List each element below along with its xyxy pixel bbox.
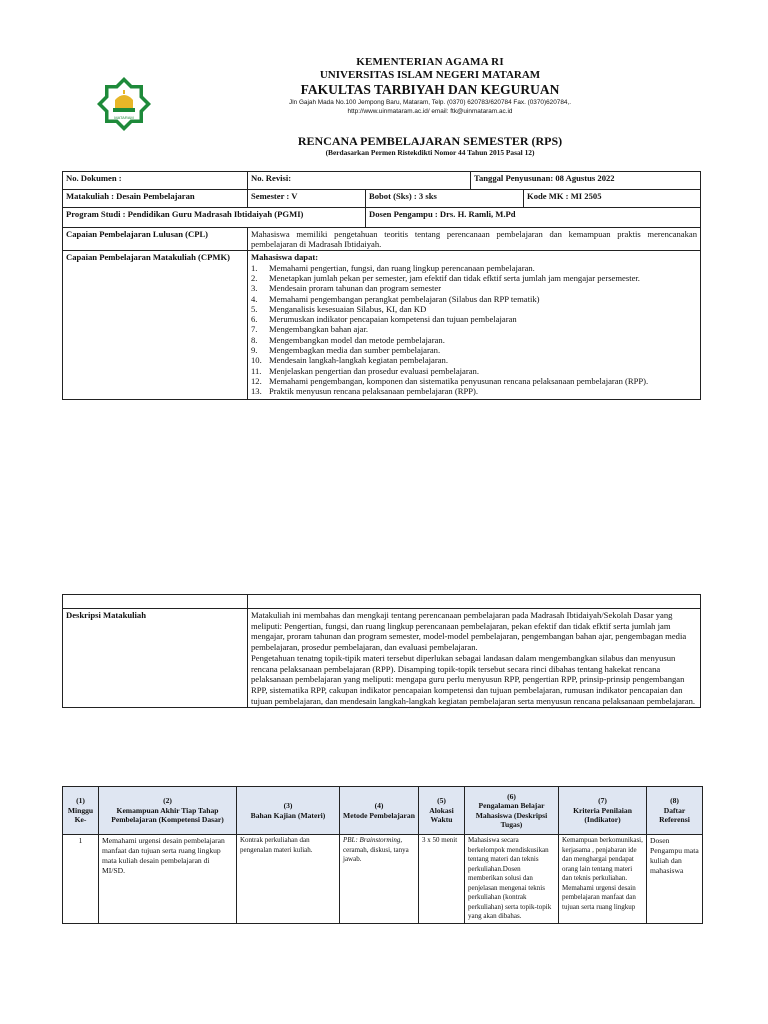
cpmk-item-text: Menetapkan jumlah pekan per semester, jam efektif dan tidak efktif serta jumlah jam mengajar persemester. [269, 272, 640, 283]
bahan-cell: Kontrak perkuliahan dan pengenalan materi kuliah. [237, 835, 340, 924]
tanggal-cell: Tanggal Penyusunan: 08 Agustus 2022 [471, 172, 701, 190]
cpmk-item-text: Praktik menyusun rencana pelaksanaan pembelajaran (RPP). [269, 386, 479, 397]
cpmk-item-text: Mendesain proram tahunan dan program semester [269, 283, 442, 294]
cpmk-item [251, 294, 697, 304]
empty-cell [248, 595, 701, 609]
cpmk-item-text: Mengembagkan media dan sumber pembelajaran. [269, 344, 441, 355]
plan-column-header [63, 787, 99, 835]
bobot-cell: Bobot (Sks) : 3 sks [366, 190, 524, 208]
plan-header-row [63, 787, 703, 835]
cpmk-item-number: 13. [251, 386, 262, 397]
column-label: Bahan Kajian (Materi) [250, 810, 326, 820]
no-revisi-cell: No. Revisi: [248, 172, 471, 190]
column-label: Metode Pembelajaran [343, 810, 415, 820]
uin-mataram-logo [88, 76, 160, 132]
university-name: UNIVERSITAS ISLAM NEGERI MATARAM [319, 69, 541, 81]
column-number: (6) [507, 791, 516, 801]
table-row [63, 609, 701, 708]
column-number: (4) [374, 801, 384, 811]
cpmk-item-number: 6. [251, 314, 258, 325]
empty-cell [63, 595, 248, 609]
minggu-cell: 1 [63, 835, 99, 924]
description-table [62, 594, 701, 708]
prodi-cell: Program Studi : Pendidikan Guru Madrasah Ibtidaiyah (PGMI) [63, 208, 366, 228]
cpmk-item [251, 283, 697, 293]
waktu-cell: 3 x 50 menit [419, 835, 465, 924]
plan-column-header [99, 787, 237, 835]
cpmk-item-number: 4. [251, 293, 258, 304]
column-label: Kriteria Penilaian (Indikator) [573, 805, 632, 825]
document-title [180, 134, 680, 158]
metode-rest: ceramah, diskusi, tanya jawab. [343, 845, 409, 863]
metode-cell [340, 835, 419, 924]
rps-title-sub: (Berdasarkan Permen Ristekdikti Nomor 44 Tahun 2015 Pasal 12) [325, 148, 535, 157]
table-row [63, 172, 701, 190]
column-label: Kemampuan Akhir Tiap Tahap Pembelajaran (Kompetensi Dasar) [111, 805, 224, 825]
faculty-name: FAKULTAS TARBIYAH DAN KEGURUAN [300, 82, 560, 97]
plan-column-header [465, 787, 559, 835]
column-number: (8) [670, 796, 679, 806]
kode-mk-cell: Kode MK : MI 2505 [524, 190, 701, 208]
referensi-cell: Dosen Pengampu mata kuliah dan mahasiswa [647, 835, 703, 924]
cpmk-item-number: 12. [251, 375, 262, 386]
cpmk-heading: Mahasiswa dapat: [251, 252, 319, 263]
column-number: (2) [163, 796, 172, 806]
column-label: Minggu Ke- [67, 805, 94, 825]
cpmk-item-text: Merumuskan indikator pencapaian kompetensi dan tujuan pembelajaran [269, 314, 517, 325]
cpmk-item-text: Memahami pengembangan perangkat pembelajaran (Silabus dan RPP tematik) [269, 293, 540, 304]
cpmk-item-number: 1. [251, 262, 258, 273]
cpmk-item-text: Memahami pengembangan, komponen dan sistematika penyusunan rencana pelaksanaan pembelajaran (RPP). [269, 375, 649, 386]
kriteria-cell: Kemampuan berkomunikasi, kerjasama , penjabaran ide dan menghargai pendapat orang lain tentang materi dan teknis perkuliahan. Memahami urgensi desain pembelajaran manfaat dan tujuan serta ruang lingkup [559, 835, 647, 924]
column-number: (5) [437, 796, 446, 806]
cpmk-item [251, 314, 697, 324]
metode-pbl: PBL: Brainstorming, [343, 836, 403, 844]
cpmk-item [251, 386, 697, 396]
table-row [63, 835, 703, 924]
deskripsi-content [248, 609, 701, 708]
cpmk-item-number: 8. [251, 334, 258, 345]
svg-text:MATARAM: MATARAM [114, 115, 134, 120]
no-dokumen-cell: No. Dokumen : [63, 172, 248, 190]
matakuliah-cell: Matakuliah : Desain Pembelajaran [63, 190, 248, 208]
cpmk-item-number: 11. [251, 365, 262, 376]
plan-column-header [559, 787, 647, 835]
plan-column-header [647, 787, 703, 835]
column-label: Daftar Referensi [659, 805, 690, 825]
cpmk-item [251, 304, 697, 314]
institution-header [180, 56, 680, 116]
cpmk-item-number: 7. [251, 324, 258, 335]
table-row [63, 595, 701, 609]
course-info-table [62, 171, 701, 400]
cpmk-item-text: Menganalisis kesesuaian Silabus, KI, dan KD [269, 303, 427, 314]
cpmk-item [251, 345, 697, 355]
cpmk-item-text: Memahami pengertian, fungsi, dan ruang lingkup perencanaan pembelajaran. [269, 262, 535, 273]
plan-column-header [237, 787, 340, 835]
dosen-cell: Dosen Pengampu : Drs. H. Ramli, M.Pd [366, 208, 701, 228]
web-line: http://www.uinmataram.ac.id/ email: ftk@uinmataram.ac.id [347, 107, 513, 115]
table-row [63, 251, 701, 400]
cpmk-item-number: 2. [251, 272, 258, 283]
cpmk-item [251, 324, 697, 334]
cpmk-content [248, 251, 701, 400]
deskripsi-label: Deskripsi Matakuliah [63, 609, 248, 708]
table-row [63, 208, 701, 228]
table-row [63, 228, 701, 251]
column-number: (3) [283, 801, 293, 811]
cpmk-item-number: 9. [251, 344, 258, 355]
table-row [63, 190, 701, 208]
column-label: Alokasi Waktu [429, 805, 454, 825]
cpmk-item [251, 366, 697, 376]
column-number: (7) [598, 796, 607, 806]
cpmk-item-number: 3. [251, 283, 258, 294]
plan-column-header [340, 787, 419, 835]
cpmk-item-text: Mengembangkan model dan metode pembelajaran. [269, 334, 445, 345]
cpmk-item [251, 355, 697, 365]
column-label: Pengalaman Belajar Mahasiswa (Deskripsi Tugas) [475, 801, 548, 829]
cpmk-item [251, 263, 697, 273]
pengalaman-cell: Mahasiswa secara berkelompok mendiskusikan tentang materi dan teknis perkuliahan.Dosen memberikan solusi dan penjelasan mengenai teknis perkuliahan (kontrak perkuliahan) serta topik-topik yang akan dibahas. [465, 835, 559, 924]
deskripsi-text-2: Pengetahuan tenatng topik-tipik materi tersebut diperlukan sebagai landasan dalam mengembangkan silabus dan menyusun rencana pelaksanaan pembelajaran (RPP). Disamping topik-topik tersebut secara rinci dibahas tentang hakekat rencana pelaksanaan pembelajaran yang meliputi: mengapa guru perlu menyusun RPP, pengertian RPP, prinsip-prinsip pengembangan RPP, sistematika RPP, cakupan indikator pencapaian kompetensi dan tujuan pembelajaran, rumusan indikator pencapaian dan tujuan pembelajaran, dan mendesain langkah-langkah kegiatan pembelajaran serta menyusun rencana pelaksanaan pembelajaran. [251, 652, 696, 706]
column-number: (1) [76, 796, 85, 806]
kemampuan-cell: Memahami urgensi desain pembelajaran manfaat dan tujuan serta ruang lingkup mata kuliah desain pembelajaran di MI/SD. [99, 835, 237, 924]
cpmk-item-number: 10. [251, 355, 262, 366]
cpmk-item-text: Mengembangkan bahan ajar. [269, 324, 369, 335]
cpmk-item-text: Menjelaskan pengertian dan prosedur evaluasi pembelajaran. [269, 365, 479, 376]
cpl-label: Capaian Pembelajaran Lulusan (CPL) [63, 228, 248, 251]
weekly-plan-table [62, 786, 703, 924]
ministry-name: KEMENTERIAN AGAMA RI [356, 56, 504, 68]
cpmk-item-text: Mendesain langkah-langkah kegiatan pembelajaran. [269, 355, 448, 366]
plan-column-header [419, 787, 465, 835]
cpmk-item [251, 273, 697, 283]
cpmk-list [251, 263, 697, 397]
address-line: Jln Gajah Mada No.100 Jempong Baru, Mataram, Telp. (0370) 620783/620784 Fax. (0370)620784,. [289, 99, 571, 106]
cpl-text: Mahasiswa memiliki pengetahuan teoritis tentang perencanaan pembelajaran dan kemampuan praktis merencanakan pembelajaran di Madrasah Ibtidaiyah. [248, 228, 701, 251]
deskripsi-text: Matakuliah ini membahas dan mengkaji tentang perencanaan pembelajaran pada Madrasah Ibtidaiyah/Sekolah Dasar yang meliputi: Pengertian, fungsi, dan ruang lingkup perencanaan pembelajaran, pekan efektif dan tidak efktif serta jumlah jam mengajar, proram tahunan dan program semester, model-model pembelajaran, pengembangan bahan ajar, pengembagan media pembelajaran, prosedur pembelajaran, dan evaluasi pembelajaran. [251, 610, 687, 653]
rps-title-main: RENCANA PEMBELAJARAN SEMESTER (RPS) [297, 134, 563, 148]
semester-cell: Semester : V [248, 190, 366, 208]
cpmk-item [251, 335, 697, 345]
cpmk-label: Capaian Pembelajaran Matakuliah (CPMK) [63, 251, 248, 400]
cpmk-item [251, 376, 697, 386]
cpmk-item-number: 5. [251, 303, 258, 314]
